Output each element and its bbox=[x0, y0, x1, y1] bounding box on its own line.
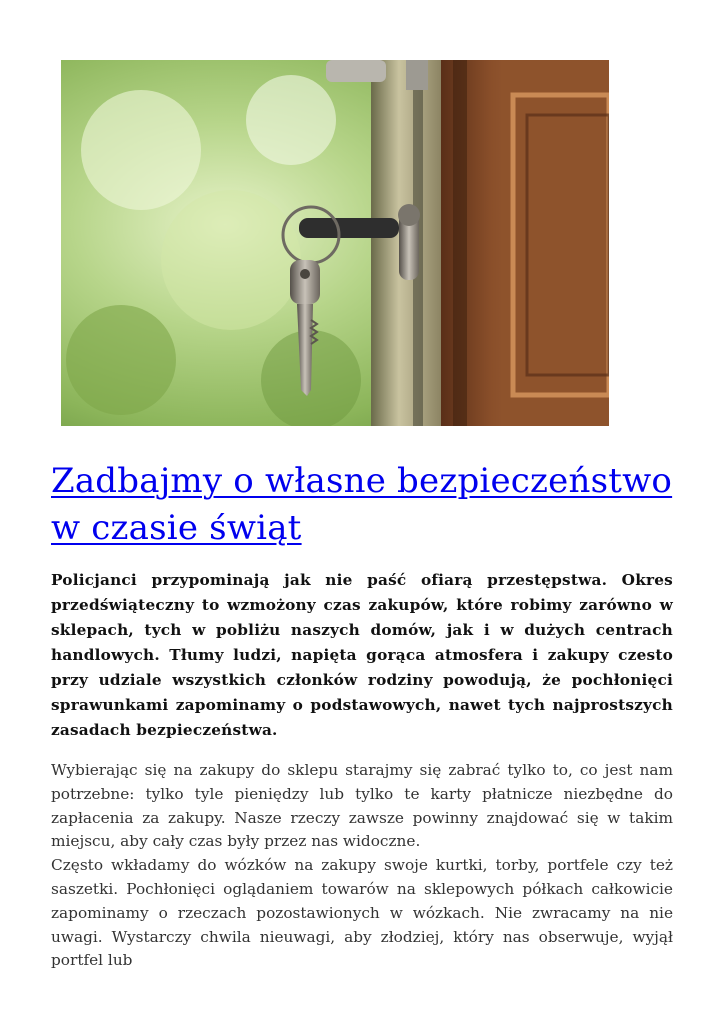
article-title[interactable] bbox=[51, 458, 681, 552]
body-paragraph: Wybierając się na zakupy do sklepu starajmy się zabrać tylko to, co jest nam potrzebne: tylko tyle pieniędzy lub tylko te karty płatnicze niezbędne do zapłacenia za zakupy. Nasze rzeczy zawsze powinny znajdować się w takim miejscu, aby cały czas były przez nas widoczne. bbox=[51, 761, 673, 851]
body-paragraph: Często wkładamy do wózków na zakupy swoje kurtki, torby, portfele czy też saszetki. Pochłonięci oglądaniem towarów na sklepowych półkach całkowicie zapominamy o rzeczach pozostawionych w wózkach. Nie zwracamy na nie uwagi. Wystarczy chwila nieuwagi, aby złodziej, który nas obserwuje, wyjął portfel lub bbox=[51, 856, 673, 970]
article-body bbox=[51, 759, 673, 973]
article-photo bbox=[61, 60, 609, 426]
article-lead: Policjanci przypominają jak nie paść ofiarą przestępstwa. Okres przedświąteczny to wzmożony czas zakupów, które robimy zarówno w sklepach, tych w pobliżu naszych domów, jak i w dużych centrach handlowych. Tłumy ludzi, napięta gorąca atmosfera i zakupy czesto przy udziale wszystkich członków rodziny powodują, że pochłonięci sprawunkami zapominamy o podstawowych, nawet tych najprostszych zasadach bezpieczeństwa. bbox=[51, 571, 673, 739]
article-title-link[interactable]: Zadbajmy o własne bezpieczeństwo w czasie świąt bbox=[51, 461, 673, 548]
